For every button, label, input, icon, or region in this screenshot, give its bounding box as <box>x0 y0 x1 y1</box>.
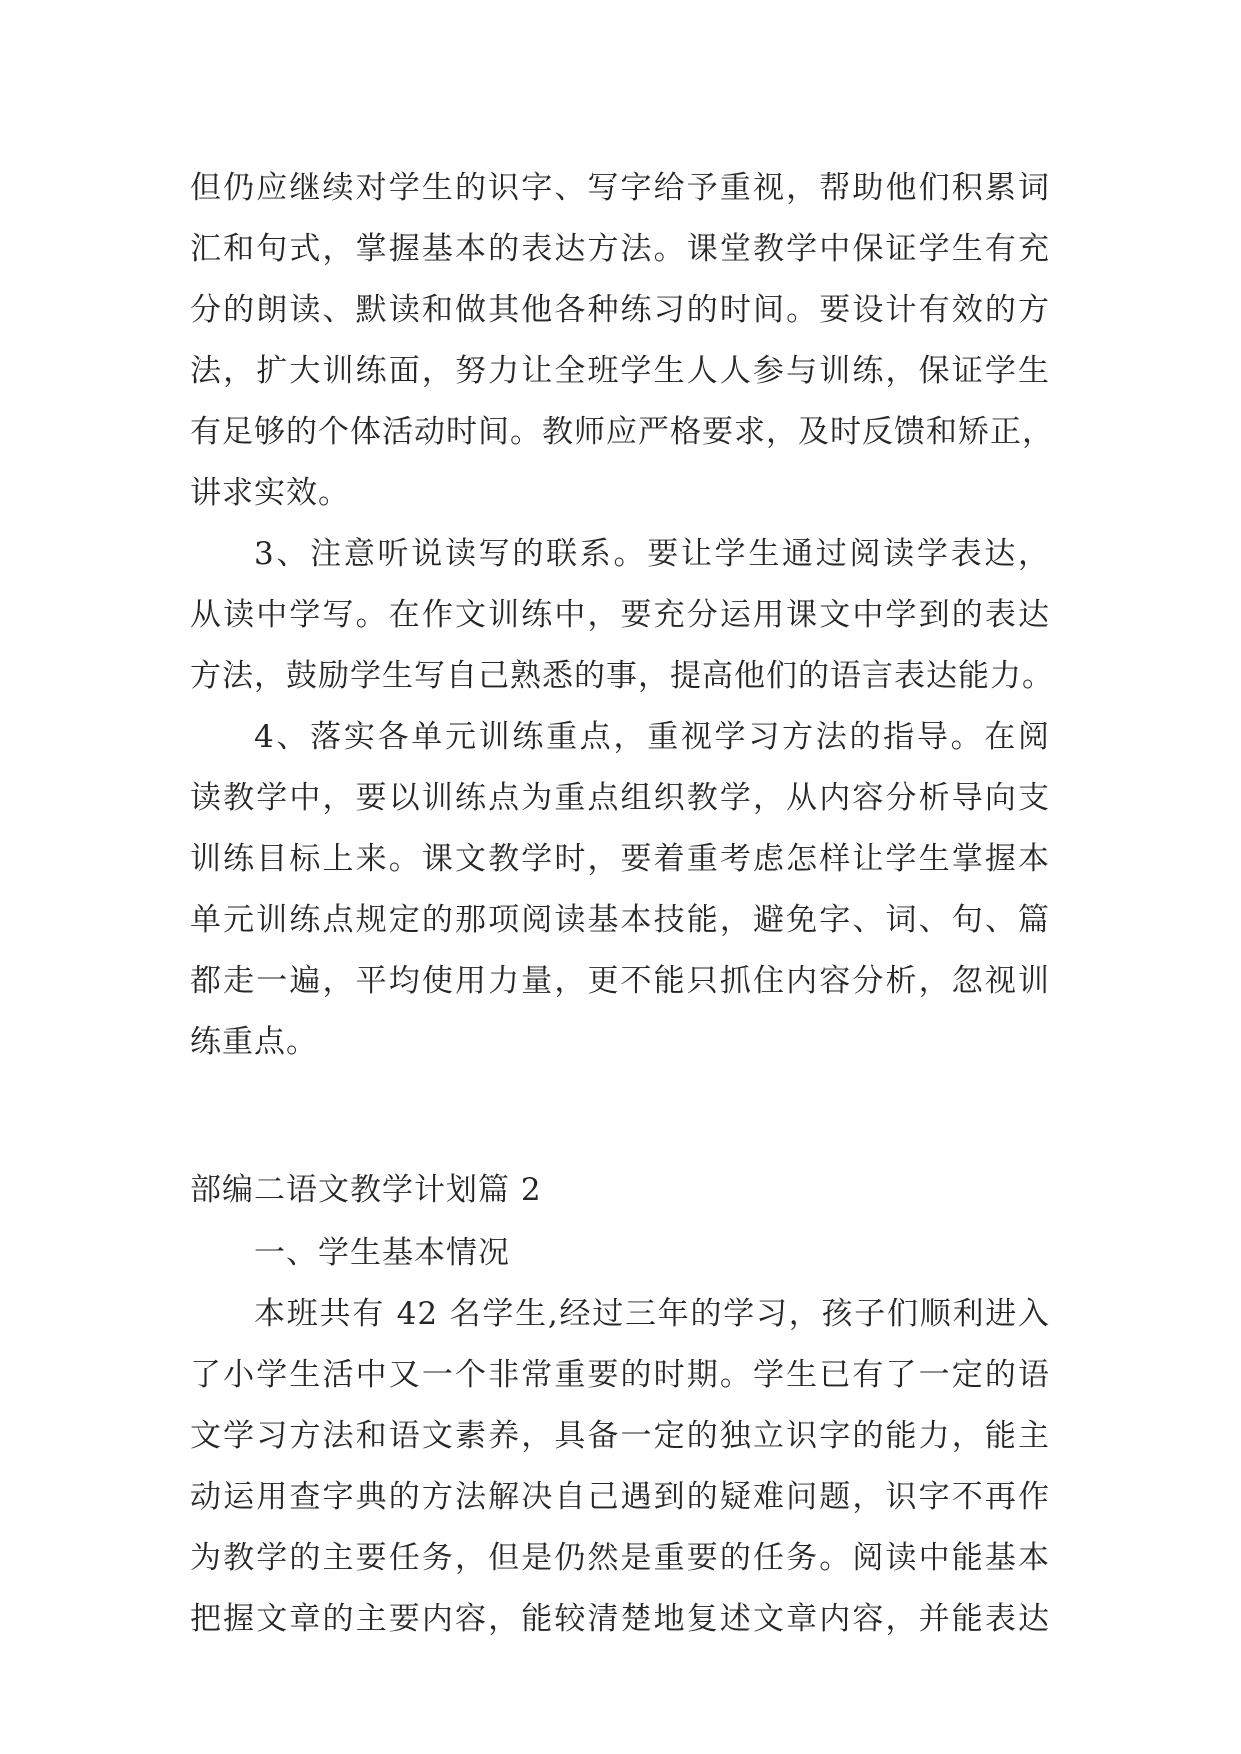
text-line: 讲求实效。 <box>190 475 350 511</box>
text-line: 文学习方法和语文素养，具备一定的独立识字的能力，能主 <box>190 1418 1050 1454</box>
text-line: 了小学生活中又一个非常重要的时期。学生已有了一定的语 <box>190 1357 1050 1393</box>
text-line: 但仍应继续对学生的识字、写字给予重视，帮助他们积累词 <box>190 170 1050 206</box>
text-line: 都走一遍，平均使用力量，更不能只抓住内容分析，忽视训 <box>190 963 1050 999</box>
text-line: 把握文章的主要内容，能较清楚地复述文章内容，并能表达 <box>190 1601 1050 1637</box>
text-line: 从读中学写。在作文训练中，要充分运用课文中学到的表达 <box>190 597 1050 633</box>
text-line: 本班共有 42 名学生,经过三年的学习，孩子们顺利进入 <box>254 1296 1050 1332</box>
text-line: 分的朗读、默读和做其他各种练习的时间。要设计有效的方 <box>190 292 1050 328</box>
text-line: 读教学中，要以训练点为重点组织教学，从内容分析导向支 <box>190 780 1050 816</box>
text-line: 单元训练点规定的那项阅读基本技能，避免字、词、句、篇 <box>190 902 1050 938</box>
text-line: 训练目标上来。课文教学时，要着重考虑怎样让学生掌握本 <box>190 841 1050 877</box>
document-body <box>190 158 1054 1650</box>
text-line: 3、注意听说读写的联系。要让学生通过阅读学表达， <box>254 536 1050 572</box>
subheading: 一、学生基本情况 <box>254 1235 510 1271</box>
text-line: 方法，鼓励学生写自己熟悉的事，提高他们的语言表达能力。 <box>190 658 1054 694</box>
text-line: 汇和句式，掌握基本的表达方法。课堂教学中保证学生有充 <box>190 231 1050 267</box>
text-line: 4、落实各单元训练重点，重视学习方法的指导。在阅 <box>254 719 1050 755</box>
text-line: 为教学的主要任务，但是仍然是重要的任务。阅读中能基本 <box>190 1540 1050 1576</box>
text-line: 法，扩大训练面，努力让全班学生人人参与训练，保证学生 <box>190 353 1050 389</box>
text-line: 练重点。 <box>190 1024 318 1060</box>
text-line: 动运用查字典的方法解决自己遇到的疑难问题，识字不再作 <box>190 1479 1050 1515</box>
section-gap <box>190 1073 1050 1157</box>
section-title: 部编二语文教学计划篇 2 <box>190 1172 542 1208</box>
text-line: 有足够的个体活动时间。教师应严格要求，及时反馈和矫正， <box>190 414 1054 450</box>
